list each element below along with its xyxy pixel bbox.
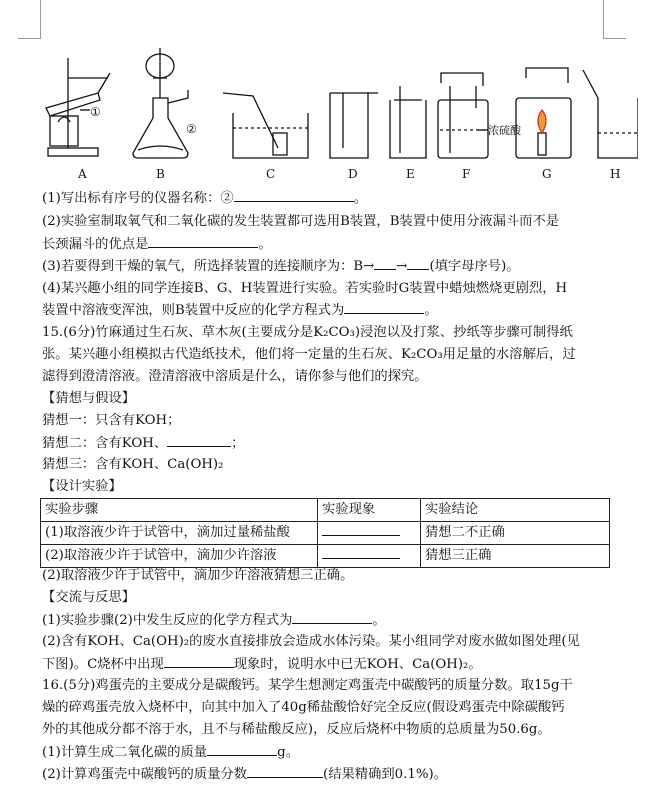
figure-label-e: E <box>406 167 415 181</box>
figure-label-b: B <box>156 167 165 181</box>
table-header-row <box>41 499 610 522</box>
marker-2: ② <box>186 122 197 136</box>
apparatus-d <box>330 93 378 158</box>
row-step: (1)取溶液少许于试管中，滴加过量稀盐酸 <box>41 522 318 545</box>
q4-line-b: 装置中溶液变浑浊，则B装置中反应的化学方程式为 。 <box>42 299 602 322</box>
corner-crop-mark-left <box>18 0 41 39</box>
reagent-f-label: 浓硫酸 <box>488 124 521 137</box>
reflect-2b: 下图)。C烧杯中出现 现象时，说明水中已无KOH、Ca(OH)₂。 <box>42 653 602 676</box>
answer-blank[interactable] <box>234 187 354 202</box>
answer-blank[interactable] <box>167 432 231 447</box>
corner-crop-mark-right <box>603 0 626 39</box>
figure-label-c: C <box>266 167 276 181</box>
apparatus-c <box>223 93 308 158</box>
marker-1: ① <box>90 105 101 119</box>
reflect-2a: (2)含有KOH、Ca(OH)₂的废水直接排放会造成水体污染。某小组同学对废水做如图处理(见 <box>42 634 580 649</box>
q15-line-a: 15.(6分)竹麻通过生石灰、草木灰(主要成分是K₂CO₃)浸泡以及打浆、抄纸等步骤可制得纸 <box>42 325 573 340</box>
header-step: 实验步骤 <box>41 499 318 522</box>
apparatus-figure <box>38 38 638 186</box>
hypothesis-1: 猜想一：只含有KOH； <box>42 413 181 428</box>
figure-label-g: G <box>542 167 552 181</box>
apparatus-f <box>438 73 488 158</box>
apparatus-g <box>516 68 571 158</box>
q4-line-a: (4)某兴趣小组的同学连接B、G、H装置进行实验。若实验时G装置中蜡烛燃烧更剧烈，H <box>42 281 568 296</box>
after-table-line: (2)取溶液少许于试管中，滴加少许溶液猜想三正确。 <box>42 568 354 583</box>
figure-label-f: F <box>462 167 471 181</box>
row-conclusion: 猜想二不正确 <box>421 522 610 545</box>
answer-blank[interactable] <box>247 763 323 778</box>
apparatus-e <box>390 86 426 158</box>
figure-label-h: H <box>610 167 621 181</box>
answer-blank[interactable] <box>164 653 234 668</box>
experiment-table <box>40 498 610 568</box>
hypothesis-3: 猜想三：含有KOH、Ca(OH)₂ <box>42 457 224 472</box>
table-row <box>41 522 610 545</box>
q15-line-b: 张。某兴趣小组模拟古代造纸技术，他们将一定量的生石灰、K₂CO₃用足量的水溶解后，过 <box>42 347 576 362</box>
design-title: 【设计实验】 <box>42 479 122 494</box>
answer-blank[interactable] <box>374 255 396 270</box>
reflect-1: (1)实验步骤(2)中发生反应的化学方程式为 。 <box>42 609 602 632</box>
row-phenomenon[interactable] <box>318 522 421 545</box>
header-phenomenon: 实验现象 <box>318 499 421 522</box>
answer-blank[interactable] <box>407 255 429 270</box>
apparatus-b <box>133 48 188 158</box>
figure-label-d: D <box>348 167 358 181</box>
q1-line: (1)写出标有序号的仪器名称：② 。 <box>42 187 602 210</box>
q15-line-c: 滤得到澄清溶液。澄清溶液中溶质是什么，请你参与他们的探究。 <box>42 369 428 384</box>
answer-blank[interactable] <box>148 233 258 248</box>
q16-line-a: 16.(5分)鸡蛋壳的主要成分是碳酸钙。某学生想测定鸡蛋壳中碳酸钙的质量分数。取15g干 <box>42 678 573 693</box>
q2-line-b: 长颈漏斗的优点是 。 <box>42 233 602 256</box>
hypothesis-title: 【猜想与假设】 <box>42 391 136 406</box>
q3-line: (3)若要得到干燥的氧气，所选择装置的连接顺序为：B→ → (填字母序号)。 <box>42 255 602 278</box>
row-conclusion: 猜想三正确 <box>421 545 610 568</box>
answer-blank[interactable] <box>207 741 277 756</box>
q16-line-c: 外的其他成分都不溶于水，且不与稀盐酸反应)，反应后烧杯中物质的总质量为50.6g。 <box>42 722 551 737</box>
q16-line-b: 燥的碎鸡蛋壳放入烧杯中，向其中加入了40g稀盐酸恰好完全反应(假设鸡蛋壳中除碳酸钙 <box>42 700 565 715</box>
hypothesis-2: 猜想二：含有KOH、 ； <box>42 432 602 455</box>
apparatus-h <box>583 70 638 158</box>
header-conclusion: 实验结论 <box>421 499 610 522</box>
calc-2: (2)计算鸡蛋壳中碳酸钙的质量分数 (结果精确到0.1%)。 <box>42 763 602 786</box>
row-step: (2)取溶液少许于试管中，滴加少许溶液 <box>41 545 318 568</box>
answer-blank[interactable] <box>344 299 424 314</box>
reflect-title: 【交流与反思】 <box>42 590 136 605</box>
calc-1: (1)计算生成二氧化碳的质量 g。 <box>42 741 602 764</box>
figure-label-a: A <box>78 167 87 181</box>
q2-line-a: (2)实验室制取氧气和二氧化碳的发生装置都可选用B装置，B装置中使用分液漏斗而不是 <box>42 214 560 229</box>
answer-blank[interactable] <box>292 609 372 624</box>
